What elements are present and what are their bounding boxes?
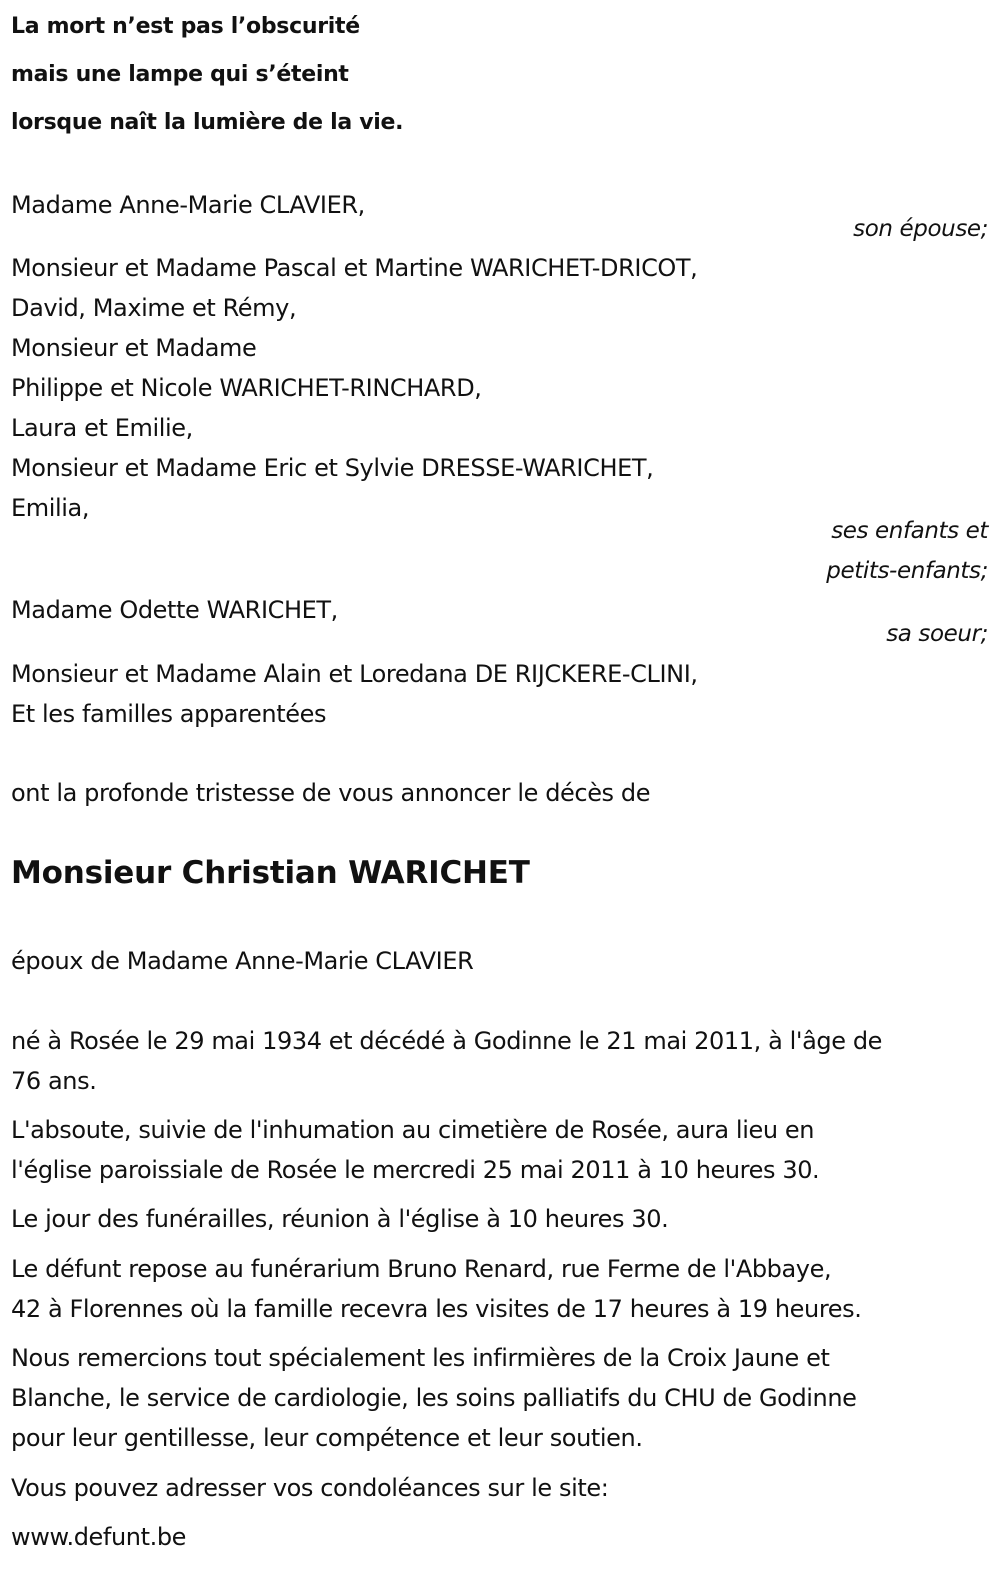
quote-line: lorsque naît la lumière de la vie. xyxy=(11,110,404,135)
detail-line: Vous pouvez adresser vos condoléances sur le site: xyxy=(11,1474,609,1502)
detail-line: Le défunt repose au funérarium Bruno Renard, rue Ferme de l'Abbaye, xyxy=(11,1255,832,1283)
sister-role: sa soeur; xyxy=(886,621,988,647)
child: Philippe et Nicole WARICHET-RINCHARD, xyxy=(11,374,482,402)
quote-line: mais une lampe qui s’éteint xyxy=(11,62,349,87)
child: Monsieur et Madame Eric et Sylvie DRESSE-WARICHET, xyxy=(11,454,654,482)
child: Monsieur et Madame Pascal et Martine WARICHET-DRICOT, xyxy=(11,254,698,282)
detail-line: l'église paroissiale de Rosée le mercredi 25 mai 2011 à 10 heures 30. xyxy=(11,1156,820,1184)
announcement: ont la profonde tristesse de vous annoncer le décès de xyxy=(11,779,651,807)
spouse-role: son épouse; xyxy=(853,216,988,242)
website-link[interactable]: www.defunt.be xyxy=(11,1523,187,1551)
detail-line: 42 à Florennes où la famille recevra les visites de 17 heures à 19 heures. xyxy=(11,1295,862,1323)
children-role: ses enfants et xyxy=(831,518,988,544)
children-role: petits-enfants; xyxy=(826,558,988,584)
spouse: Madame Anne-Marie CLAVIER, xyxy=(11,191,365,219)
relative: Monsieur et Madame Alain et Loredana DE RIJCKERE-CLINI, xyxy=(11,660,698,688)
relative: Et les familles apparentées xyxy=(11,700,327,728)
detail-line: 76 ans. xyxy=(11,1067,97,1095)
detail-line: L'absoute, suivie de l'inhumation au cimetière de Rosée, aura lieu en xyxy=(11,1116,815,1144)
sister: Madame Odette WARICHET, xyxy=(11,596,338,624)
child: David, Maxime et Rémy, xyxy=(11,294,297,322)
detail-line: Le jour des funérailles, réunion à l'église à 10 heures 30. xyxy=(11,1205,669,1233)
detail-line: né à Rosée le 29 mai 1934 et décédé à Godinne le 21 mai 2011, à l'âge de xyxy=(11,1027,883,1055)
deceased-name: Monsieur Christian WARICHET xyxy=(11,855,530,891)
detail-line: pour leur gentillesse, leur compétence et leur soutien. xyxy=(11,1424,643,1452)
spouse-of: époux de Madame Anne-Marie CLAVIER xyxy=(11,947,474,975)
child: Laura et Emilie, xyxy=(11,414,193,442)
quote-line: La mort n’est pas l’obscurité xyxy=(11,14,360,39)
detail-line: Nous remercions tout spécialement les infirmières de la Croix Jaune et xyxy=(11,1344,830,1372)
detail-line: Blanche, le service de cardiologie, les soins palliatifs du CHU de Godinne xyxy=(11,1384,857,1412)
child: Monsieur et Madame xyxy=(11,334,257,362)
child: Emilia, xyxy=(11,494,90,522)
